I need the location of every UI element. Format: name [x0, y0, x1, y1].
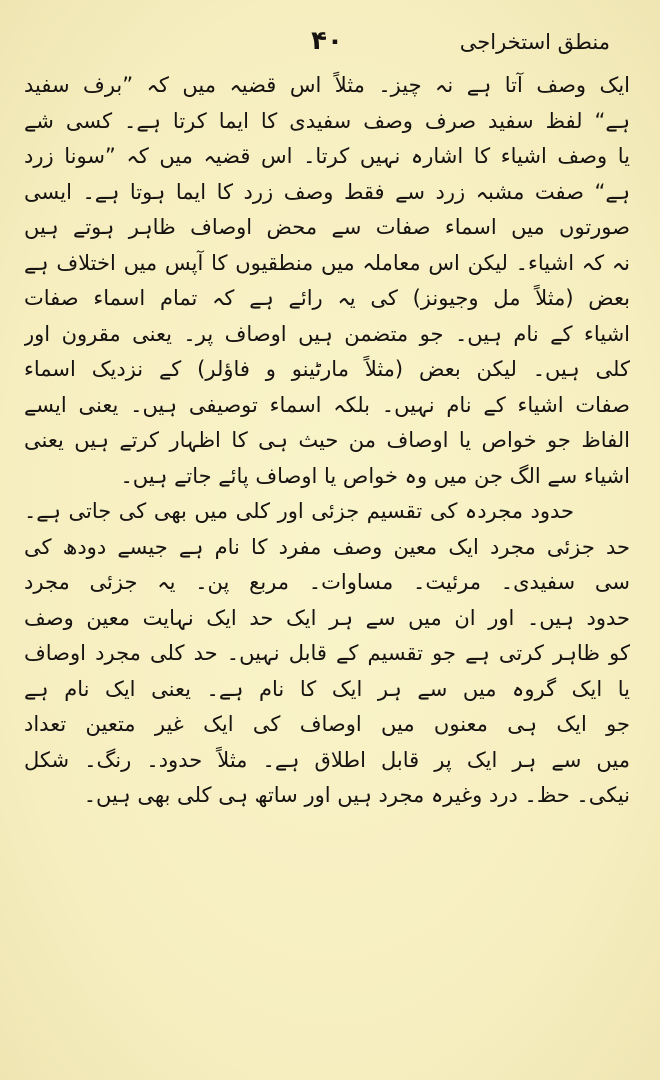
text-line: حدود ہیں۔ اور ان میں سے ہر ایک حد ایک نہایت معین وصف	[24, 605, 630, 630]
text-line: یا ایک گروہ میں سے ہر ایک کا نام ہے۔ یعنی ایک نام ہے	[24, 676, 630, 701]
text-line: الفاظ جو خواص یا اوصاف من حیث ہی کا اظہار کرتے ہیں یعنی	[24, 428, 630, 452]
text-line: کلی ہیں۔ لیکن بعض (مثلاً مارٹینو و فاؤلر) کے نزدیک اسماء	[24, 357, 630, 381]
text-line: اشیاء کے نام ہیں۔ جو متضمن ہیں اوصاف پر۔ یعنی مقرون اور	[24, 321, 630, 346]
text-line: یا وصف اشیاء کا اشارہ نہیں کرتا۔ اس قضیہ میں کہ ”سونا زرد	[24, 144, 630, 168]
text-line: نیکی۔ حظ۔ درد وغیرہ مجرد ہیں اور ساتھ ہی کلی بھی ہیں۔	[83, 783, 630, 807]
text-line: سی سفیدی۔ مرئیت۔ مساوات۔ مربع پن۔ یہ جزئی مجرد	[24, 570, 630, 594]
text-line: صفات اشیاء کے نام نہیں۔ بلکہ اسماء توصیفی ہیں۔ یعنی ایسے	[24, 392, 630, 417]
text-line: جو ایک ہی معنوں میں اوصاف کی ایک غیر متعین تعداد	[24, 712, 630, 736]
page-body	[24, 68, 630, 814]
text-line: حدود مجردہ کی تقسیم جزئی اور کلی میں بھی کی جاتی ہے۔	[24, 499, 574, 523]
text-line: حد جزئی مجرد ایک معین وصف مفرد کا نام ہے جیسے دودھ کی	[24, 534, 630, 559]
page-number: ۴۰	[311, 26, 343, 56]
text-line: ہے“ صفت مشبہ زرد سے فقط وصف زرد کا ایما ہوتا ہے۔ ایسی	[24, 179, 630, 204]
text-line: ہے“ لفظ سفید صرف وصف سفیدی کا ایما کرتا ہے۔ کسی شے	[24, 108, 630, 133]
text-line: کو ظاہر کرتی ہے جو تقسیم کے قابل نہیں۔ حد کلی مجرد اوصاف	[24, 641, 630, 665]
text-line: بعض (مثلاً مل وجیونز) کی یہ رائے ہے کہ تمام اسماء صفات	[24, 286, 630, 310]
running-title: منطق استخراجی	[459, 30, 610, 54]
text-line: ایک وصف آتا ہے نہ چیز۔ مثلاً اس قضیہ میں کہ ”برف سفید	[24, 73, 630, 97]
text-line: نہ کہ اشیاء۔ لیکن اس معاملہ میں منطقیوں کا آپس میں اختلاف ہے	[24, 250, 630, 275]
page-header	[24, 18, 630, 68]
text-line: میں سے ہر ایک پر قابل اطلاق ہے۔ مثلاً حدود۔ رنگ۔ شکل	[24, 747, 630, 772]
text-line: اشیاء سے الگ جن میں وہ خواص یا اوصاف پائے جاتے ہیں۔	[120, 463, 630, 488]
text-line: صورتوں میں اسماء صفات سے محض اوصاف ظاہر ہوتے ہیں	[24, 215, 630, 239]
